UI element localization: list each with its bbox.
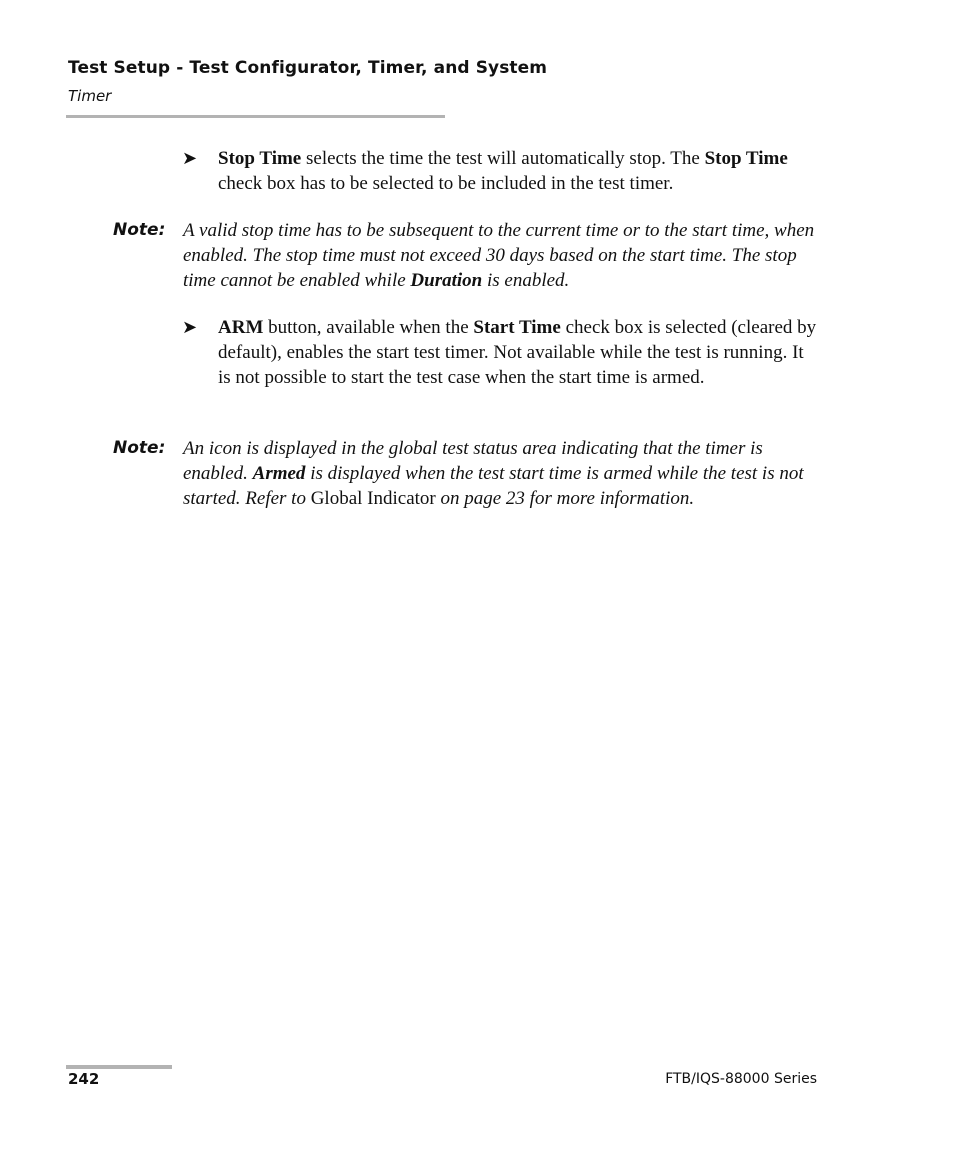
note-text	[183, 218, 823, 293]
bullet-text	[218, 315, 818, 390]
bold-term: Start Time	[473, 317, 561, 338]
header-title: Test Setup - Test Configurator, Timer, and System	[68, 58, 548, 78]
text-run: is enabled.	[482, 270, 570, 291]
text-run: check box is selected (cleared by default), enables the start test timer. Not available while the test is running. It is not possible to start the test case when the start time is armed.	[218, 317, 817, 388]
note-text	[183, 436, 823, 511]
text-run: A valid stop time has to be subsequent to the current time or to the start time, when enabled. The stop time must not exceed 30 days based on the start time. The stop time cannot be enabled while	[183, 220, 815, 291]
footer-divider	[66, 1065, 172, 1069]
cross-reference-link[interactable]: Global Indicator	[310, 488, 436, 509]
text-run: on page 23 for more information.	[435, 488, 695, 509]
bold-term: Armed	[252, 463, 306, 484]
text-run: selects the time the test will automatically stop. The	[301, 148, 705, 169]
bold-term: Stop Time	[704, 148, 788, 169]
bold-term: Duration	[410, 270, 483, 291]
bold-term: ARM	[218, 317, 264, 338]
bullet-stop-time	[182, 146, 818, 196]
bullet-text	[218, 146, 818, 196]
header-subtitle: Timer	[68, 87, 112, 105]
text-run: is displayed when the test start time is armed while the test is not started. Refer to	[183, 463, 804, 509]
arrow-bullet-icon: ➤	[182, 317, 198, 338]
bold-term: Stop Time	[218, 148, 302, 169]
text-run: check box has to be selected to be included in the test timer.	[218, 173, 674, 194]
header-divider	[66, 115, 445, 118]
arrow-bullet-icon: ➤	[182, 148, 198, 169]
note-label: Note:	[113, 438, 166, 458]
text-run: button, available when the	[263, 317, 474, 338]
note-armed	[113, 436, 823, 511]
page-number: 242	[68, 1070, 100, 1088]
bullet-arm	[182, 315, 818, 390]
note-label: Note:	[113, 220, 166, 240]
product-series: FTB/IQS-88000 Series	[665, 1071, 817, 1087]
text-run: An icon is displayed in the global test status area indicating that the timer is enabled.	[183, 438, 763, 484]
note-stop-time	[113, 218, 823, 293]
